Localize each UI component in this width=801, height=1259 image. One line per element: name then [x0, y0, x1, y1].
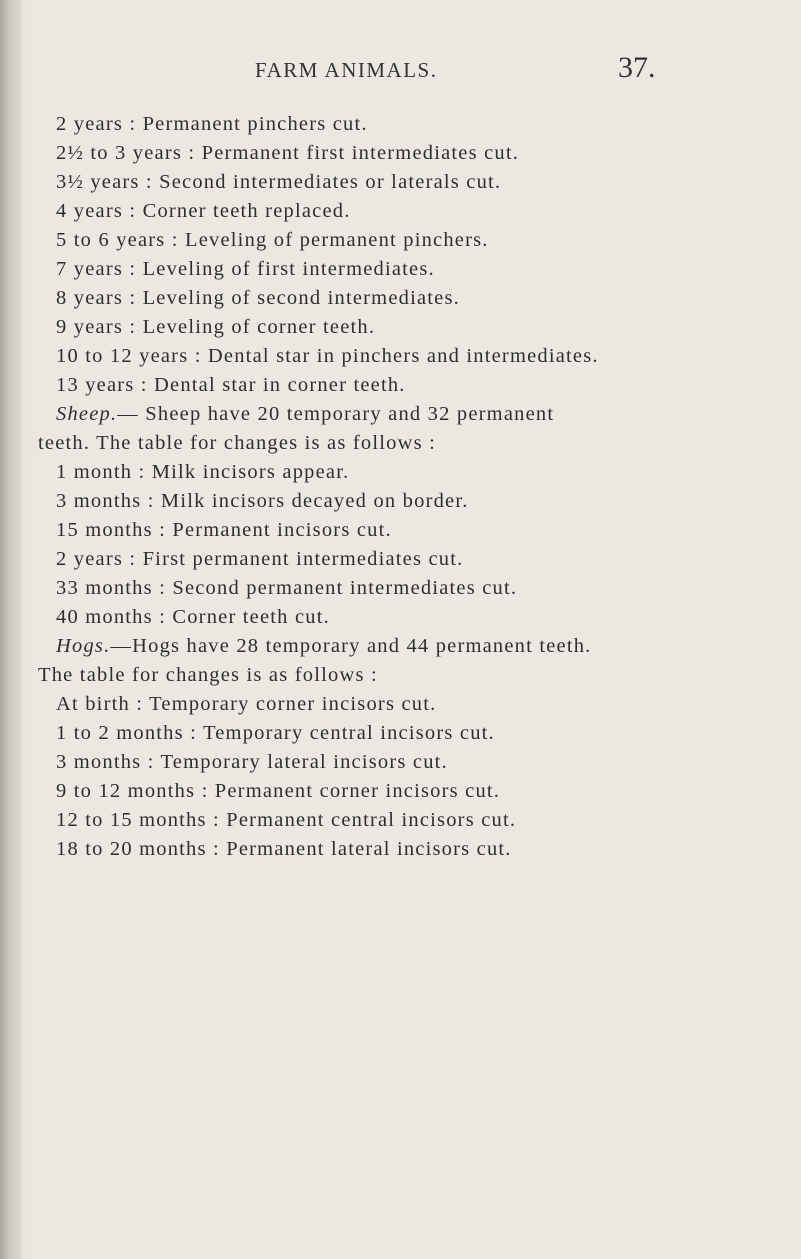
- horse-table-row: 4 years : Corner teeth replaced.: [56, 200, 351, 222]
- sheep-table-row: 2 years : First permanent intermediates cut.: [56, 548, 464, 570]
- hogs-table-row: 9 to 12 months : Permanent corner incisors cut.: [56, 780, 501, 802]
- sheep-table-row: 15 months : Permanent incisors cut.: [56, 519, 392, 541]
- horse-table-row: 13 years : Dental star in corner teeth.: [56, 374, 406, 396]
- hogs-table-row: 3 months : Temporary lateral incisors cut.: [56, 751, 448, 773]
- sheep-intro-text: — Sheep have 20 temporary and 32 permanent: [117, 403, 555, 425]
- horse-table-row: 10 to 12 years : Dental star in pinchers and intermediates.: [56, 345, 599, 367]
- horse-table-row: 2 years : Permanent pinchers cut.: [56, 113, 368, 135]
- sheep-heading: Sheep.: [56, 403, 118, 425]
- hogs-table-row: At birth : Temporary corner incisors cut.: [56, 693, 437, 715]
- hogs-table-row: 1 to 2 months : Temporary central incisors cut.: [56, 722, 495, 744]
- hogs-table-row: 18 to 20 months : Permanent lateral incisors cut.: [56, 838, 512, 860]
- sheep-table-row: 40 months : Corner teeth cut.: [56, 606, 330, 628]
- horse-table-row: 5 to 6 years : Leveling of permanent pinchers.: [56, 229, 489, 251]
- sheep-table-row: 33 months : Second permanent intermediates cut.: [56, 577, 518, 599]
- hogs-paragraph-line: [56, 634, 592, 658]
- horse-table-row: 8 years : Leveling of second intermediates.: [56, 287, 460, 309]
- hogs-heading: Hogs.: [56, 635, 111, 657]
- hogs-table-row: 12 to 15 months : Permanent central incisors cut.: [56, 809, 517, 831]
- horse-table-row: 2½ to 3 years : Permanent first intermediates cut.: [56, 142, 520, 164]
- running-title: FARM ANIMALS.: [255, 58, 438, 82]
- sheep-table-row: 1 month : Milk incisors appear.: [56, 461, 350, 483]
- hogs-intro-text: —Hogs have 28 temporary and 44 permanent teeth.: [110, 635, 592, 657]
- sheep-table-row: 3 months : Milk incisors decayed on border.: [56, 490, 469, 512]
- horse-table-row: 7 years : Leveling of first intermediates.: [56, 258, 435, 280]
- page-header: [0, 51, 801, 88]
- page-binding-edge: [0, 0, 22, 1259]
- sheep-paragraph-line: teeth. The table for changes is as follows :: [38, 432, 436, 454]
- sheep-paragraph-line: [56, 402, 554, 426]
- hogs-paragraph-line: The table for changes is as follows :: [38, 664, 378, 686]
- horse-table-row: 9 years : Leveling of corner teeth.: [56, 316, 376, 338]
- page-number: 37.: [618, 51, 656, 84]
- horse-table-row: 3½ years : Second intermediates or laterals cut.: [56, 171, 502, 193]
